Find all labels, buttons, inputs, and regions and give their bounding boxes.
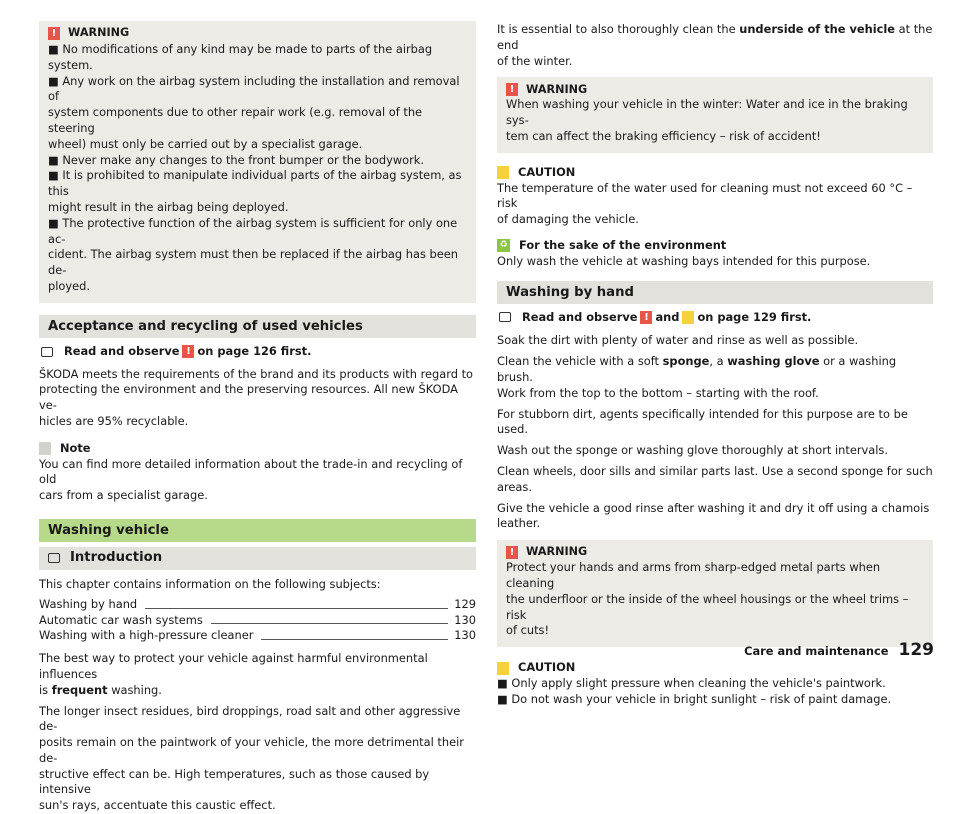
acceptance-body: ŠKODA meets the requirements of the brand and its products with regard to protecting the environment and the preserving resources. All new ŠKODA ve- hicles are 95% recyclable. (39, 367, 476, 430)
caution-heading: CAUTION (497, 660, 933, 676)
warning-line: system components due to other repair work (e.g. removal of the steering (48, 105, 467, 137)
warning-heading: ! WARNING (48, 26, 467, 40)
caution-heading: CAUTION (497, 165, 933, 181)
page-footer (744, 643, 934, 660)
left-column (39, 0, 476, 814)
wheels-paragraph: Clean wheels, door sills and similar parts last. Use a second sponge for such areas. (497, 464, 933, 496)
warning-line: ployed. (48, 279, 467, 295)
warning-line: might result in the airbag being deployed. (48, 200, 467, 216)
note-icon (39, 442, 51, 455)
warning-icon: ! (506, 83, 518, 96)
toc-list (39, 597, 476, 644)
caution-icon (497, 166, 509, 179)
caution-icon (497, 662, 509, 675)
warning-icon: ! (48, 27, 60, 40)
warning-line: ■ No modifications of any kind may be made to parts of the airbag system. (48, 42, 467, 74)
caution-icon (682, 311, 694, 324)
clean-paragraph: Clean the vehicle with a soft sponge, a washing glove or a washing brush. Work from the top to the bottom – starting with the roof. (497, 354, 933, 401)
introduction-bar: Introduction (39, 547, 476, 570)
read-and-observe-line: Read and observe ! on page 126 first. (39, 344, 476, 360)
caution-body: ■ Only apply slight pressure when cleaning the vehicle's paintwork. ■ Do not wash your vehicle in bright sunlight – risk of paint damage. (497, 676, 933, 708)
toc-entry[interactable]: Washing by hand 129 (39, 597, 476, 613)
warning-icon: ! (640, 311, 652, 324)
book-icon (499, 312, 513, 322)
note-heading: Note (39, 441, 476, 457)
toc-entry[interactable]: Automatic car wash systems 130 (39, 613, 476, 629)
airbag-warning-box (39, 21, 476, 303)
wash-out-paragraph: Wash out the sponge or washing glove thoroughly at short intervals. (497, 443, 933, 459)
warning-line: ■ Any work on the airbag system including the installation and removal of (48, 74, 467, 106)
warning-line: ■ It is prohibited to manipulate individual parts of the airbag system, as this (48, 168, 467, 200)
note-body: You can find more detailed information about the trade-in and recycling of old cars from a specialist garage. (39, 457, 476, 504)
book-icon (48, 553, 62, 563)
winter-warning-box: ! WARNING When washing your vehicle in the winter: Water and ice in the braking sys- tem can affect the braking efficiency – risk of accident! (497, 77, 933, 152)
underside-paragraph: It is essential to also thoroughly clean the underside of the vehicle at the end of the winter. (497, 22, 933, 69)
warning-heading: ! WARNING (506, 545, 924, 559)
book-icon (41, 347, 55, 357)
stubborn-dirt-paragraph: For stubborn dirt, agents specifically intended for this purpose are to be used. (497, 407, 933, 439)
washing-vehicle-title: Washing vehicle (39, 519, 476, 542)
warning-heading: ! WARNING (506, 82, 924, 96)
right-column (497, 0, 933, 708)
page-reference-link[interactable]: on page 126 first. (197, 344, 311, 360)
protect-paragraph: The best way to protect your vehicle against harmful environmental influences is frequent washing. (39, 651, 476, 698)
warning-line: wheel) must only be carried out by a specialist garage. (48, 137, 467, 153)
warning-icon: ! (182, 345, 194, 358)
cuts-warning-box: ! WARNING Protect your hands and arms from sharp-edged metal parts when cleaning the underfloor or the inside of the wheel housings or the wheel trims – risk of cuts! (497, 540, 933, 647)
soak-paragraph: Soak the dirt with plenty of water and rinse as well as possible. (497, 333, 933, 349)
warning-line: ■ The protective function of the airbag system is sufficient for only one ac- (48, 216, 467, 248)
read-and-observe-line: Read and observe ! and on page 129 first. (497, 310, 933, 326)
page-reference-link[interactable]: on page 129 first. (697, 310, 811, 326)
rinse-paragraph: Give the vehicle a good rinse after washing it and dry it off using a chamois leather. (497, 501, 933, 533)
deposits-paragraph: The longer insect residues, bird droppings, road salt and other aggressive de- posits remain on the paintwork of your vehicle, the more detrimental their de- structive effect can be. High temperatures, such as those caused by intensive sun's rays, accentuate this caustic effect. (39, 704, 476, 814)
washing-by-hand-title: Washing by hand (497, 281, 933, 304)
intro-text: This chapter contains information on the following subjects: (39, 577, 476, 593)
toc-entry[interactable]: Washing with a high-pressure cleaner 130 (39, 628, 476, 644)
warning-line: cident. The airbag system must then be replaced if the airbag has been de- (48, 247, 467, 279)
caution-body: The temperature of the water used for cleaning must not exceed 60 °C – risk of damaging the vehicle. (497, 181, 933, 228)
environment-body: Only wash the vehicle at washing bays intended for this purpose. (497, 254, 933, 270)
environment-leaf-icon: ♻ (497, 239, 510, 252)
environment-heading: ♻ For the sake of the environment (497, 238, 933, 254)
page-number: 129 (899, 643, 935, 659)
warning-line: ■ Never make any changes to the front bumper or the bodywork. (48, 153, 467, 169)
acceptance-section-title: Acceptance and recycling of used vehicles (39, 315, 476, 338)
warning-icon: ! (506, 546, 518, 559)
footer-chapter: Care and maintenance (744, 644, 888, 660)
